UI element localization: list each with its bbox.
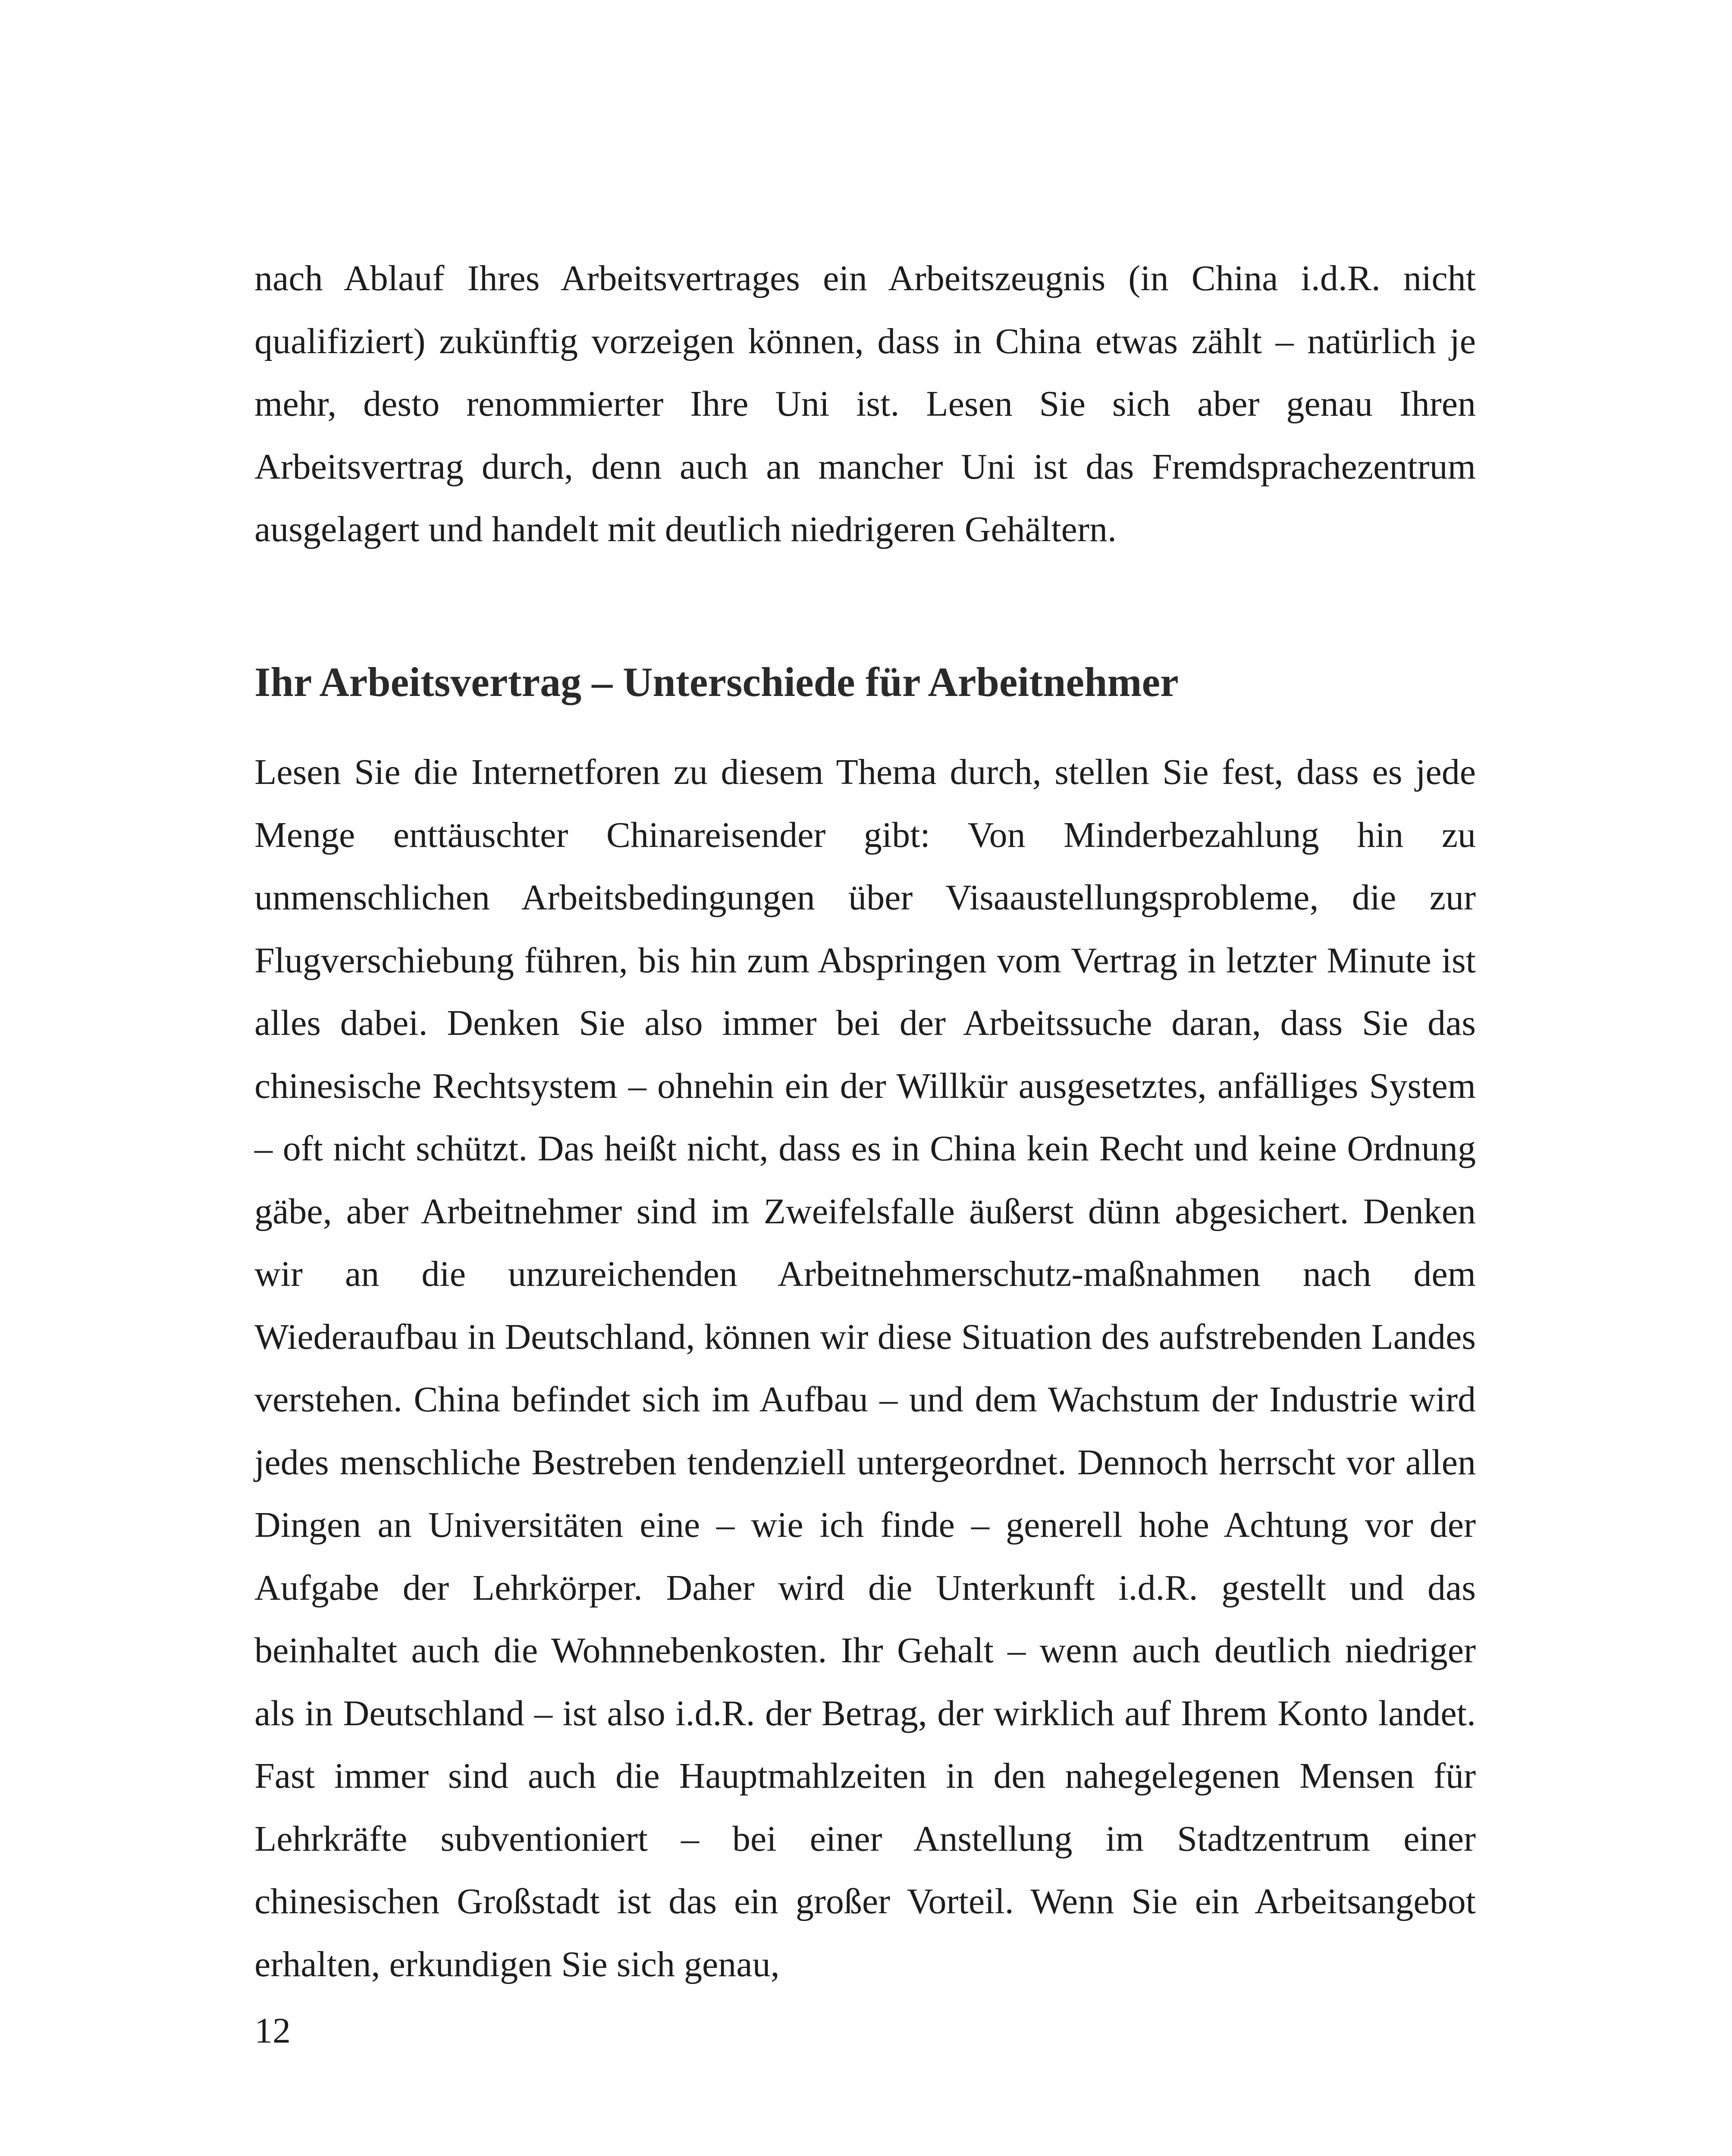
section-heading: Ihr Arbeitsvertrag – Unterschiede für Arbeitnehmer [254, 659, 1179, 705]
body-paragraph-2: Lesen Sie die Internetforen zu diesem Thema durch, stellen Sie fest, dass es jede Menge enttäuschter Chinareisender gibt: Von Minderbezahlung hin zu unmenschlichen Arbeitsbedingungen über Visaaustellungsprobleme, die zur Flugverschiebung führen, bis hin zum Abspringen vom Vertrag in letzter Minute ist alles dabei. Denken Sie also immer bei der Arbeitssuche daran, dass Sie das chinesische Rechtsystem – ohnehin ein der Willkür ausgesetztes, anfälliges System – oft nicht schützt. Das heißt nicht, dass es in China kein Recht und keine Ordnung gäbe, aber Arbeitnehmer sind im Zweifelsfalle äußerst dünn abgesichert. Denken wir an die unzureichenden Arbeitnehmerschutz-maßnahmen nach dem Wiederaufbau in Deutschland, können wir diese Situation des aufstrebenden Landes verstehen. China befindet sich im Aufbau – und dem Wachstum der Industrie wird jedes menschliche Bestreben tendenziell untergeordnet. Dennoch herrscht vor allen Dingen an Universitäten eine – wie ich finde – generell hohe Achtung vor der Aufgabe der Lehrkörper. Daher wird die Unterkunft i.d.R. gestellt und das beinhaltet auch die Wohnnebenkosten. Ihr Gehalt – wenn auch deutlich niedriger als in Deutschland – ist also i.d.R. der Betrag, der wirklich auf Ihrem Konto landet. Fast immer sind auch die Hauptmahlzeiten in den nahegelegenen Mensen für Lehrkräfte subventioniert – bei einer Anstellung im Stadtzentrum einer chinesischen Großstadt ist das ein großer Vorteil. Wenn Sie ein Arbeitsangebot erhalten, erkundigen Sie sich genau, [254, 752, 1476, 1984]
body-paragraph-1: nach Ablauf Ihres Arbeitsvertrages ein Arbeitszeugnis (in China i.d.R. nicht qualifiziert) zukünftig vorzeigen können, dass in China etwas zählt – natürlich je mehr, desto renommierter Ihre Uni ist. Lesen Sie sich aber genau Ihren Arbeitsvertrag durch, denn auch an mancher Uni ist das Fremdsprachezentrum ausgelagert und handelt mit deutlich niedrigeren Gehältern. [254, 258, 1476, 549]
page-number: 12 [254, 2011, 291, 2051]
